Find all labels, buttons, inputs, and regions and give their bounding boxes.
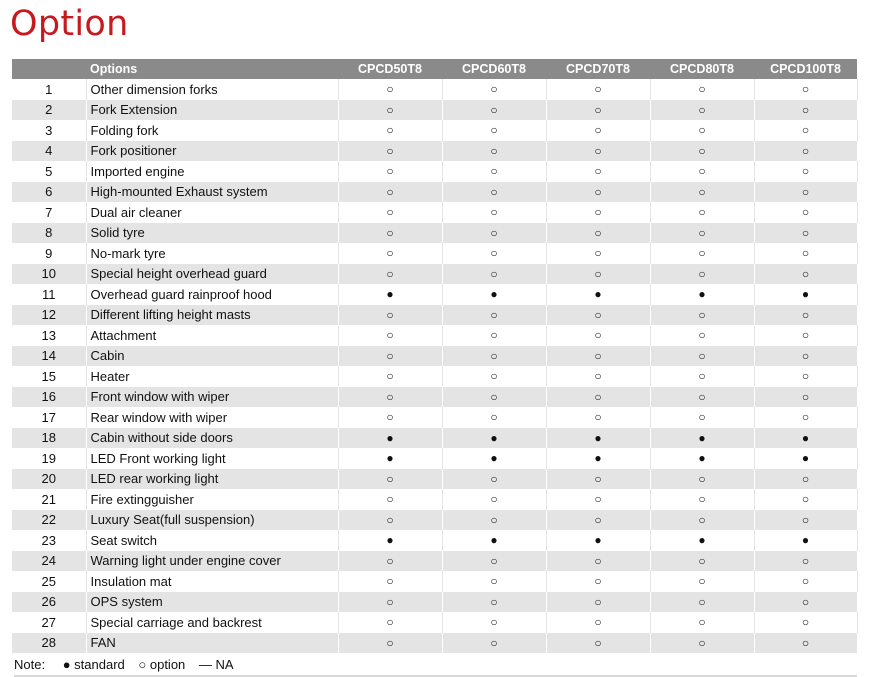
availability-mark: ○ — [442, 366, 546, 387]
availability-mark: ○ — [546, 489, 650, 510]
availability-mark: ○ — [338, 612, 442, 633]
availability-mark: ○ — [754, 469, 857, 490]
availability-mark: ○ — [754, 325, 857, 346]
availability-mark: ○ — [338, 387, 442, 408]
availability-mark: ○ — [546, 264, 650, 285]
row-number: 20 — [12, 469, 86, 490]
availability-mark: ○ — [442, 202, 546, 223]
availability-mark: ○ — [754, 264, 857, 285]
availability-mark: ○ — [754, 100, 857, 121]
availability-mark: ● — [754, 428, 857, 449]
availability-mark: ○ — [650, 407, 754, 428]
table-row — [12, 510, 857, 531]
table-header-row — [12, 59, 857, 79]
table-row — [12, 346, 857, 367]
availability-mark: ○ — [442, 346, 546, 367]
availability-mark: ○ — [338, 551, 442, 572]
availability-mark: ○ — [338, 79, 442, 100]
option-name: Seat switch — [86, 530, 338, 551]
availability-mark: ○ — [338, 571, 442, 592]
options-table — [12, 59, 858, 653]
availability-mark: ○ — [546, 161, 650, 182]
note-label: Note: — [14, 657, 46, 672]
row-number: 16 — [12, 387, 86, 408]
availability-mark: ○ — [546, 100, 650, 121]
availability-mark: ○ — [546, 407, 650, 428]
availability-mark: ○ — [650, 223, 754, 244]
row-number: 19 — [12, 448, 86, 469]
availability-mark: ○ — [650, 100, 754, 121]
option-name: Imported engine — [86, 161, 338, 182]
header-cell-model: CPCD60T8 — [442, 59, 546, 79]
availability-mark: ○ — [650, 120, 754, 141]
availability-mark: ○ — [338, 243, 442, 264]
table-row — [12, 120, 857, 141]
table-row — [12, 530, 857, 551]
availability-mark: ○ — [338, 305, 442, 326]
availability-mark: ○ — [546, 366, 650, 387]
availability-mark: ○ — [650, 202, 754, 223]
availability-mark: ○ — [754, 223, 857, 244]
table-row — [12, 366, 857, 387]
availability-mark: ○ — [442, 182, 546, 203]
availability-mark: ○ — [338, 325, 442, 346]
availability-mark: ○ — [442, 571, 546, 592]
table-row — [12, 633, 857, 654]
availability-mark: ● — [338, 284, 442, 305]
table-row — [12, 407, 857, 428]
availability-mark: ○ — [546, 592, 650, 613]
row-number: 28 — [12, 633, 86, 654]
option-name: Cabin — [86, 346, 338, 367]
availability-mark: ○ — [442, 141, 546, 162]
availability-mark: ○ — [442, 387, 546, 408]
table-row — [12, 612, 857, 633]
availability-mark: ○ — [338, 161, 442, 182]
availability-mark: ○ — [650, 346, 754, 367]
table-row — [12, 305, 857, 326]
option-name: Dual air cleaner — [86, 202, 338, 223]
availability-mark: ○ — [650, 141, 754, 162]
option-name: Fork Extension — [86, 100, 338, 121]
option-name: LED Front working light — [86, 448, 338, 469]
availability-mark: ○ — [546, 633, 650, 654]
table-row — [12, 223, 857, 244]
availability-mark: ● — [338, 530, 442, 551]
availability-mark: ○ — [546, 571, 650, 592]
availability-mark: ○ — [338, 366, 442, 387]
availability-mark: ● — [754, 530, 857, 551]
option-name: Warning light under engine cover — [86, 551, 338, 572]
legend-note — [14, 655, 857, 677]
option-name: Special height overhead guard — [86, 264, 338, 285]
availability-mark: ○ — [546, 79, 650, 100]
option-name: Front window with wiper — [86, 387, 338, 408]
availability-mark: ○ — [442, 100, 546, 121]
availability-mark: ○ — [546, 223, 650, 244]
availability-mark: ● — [546, 448, 650, 469]
availability-mark: ○ — [754, 510, 857, 531]
row-number: 12 — [12, 305, 86, 326]
table-row — [12, 592, 857, 613]
availability-mark: ○ — [546, 182, 650, 203]
availability-mark: ○ — [650, 182, 754, 203]
availability-mark: ○ — [546, 469, 650, 490]
header-cell-number — [12, 59, 86, 79]
availability-mark: ○ — [546, 141, 650, 162]
availability-mark: ○ — [650, 79, 754, 100]
availability-mark: ○ — [754, 141, 857, 162]
availability-mark: ○ — [650, 366, 754, 387]
option-name: Solid tyre — [86, 223, 338, 244]
option-name: Different lifting height masts — [86, 305, 338, 326]
availability-mark: ● — [546, 530, 650, 551]
header-cell-options: Options — [86, 59, 338, 79]
table-row — [12, 161, 857, 182]
option-name: Rear window with wiper — [86, 407, 338, 428]
availability-mark: ○ — [650, 305, 754, 326]
availability-mark: ○ — [650, 551, 754, 572]
row-number: 10 — [12, 264, 86, 285]
header-cell-model: CPCD50T8 — [338, 59, 442, 79]
table-row — [12, 448, 857, 469]
availability-mark: ● — [338, 448, 442, 469]
availability-mark: ○ — [754, 120, 857, 141]
availability-mark: ○ — [546, 325, 650, 346]
availability-mark: ○ — [650, 264, 754, 285]
availability-mark: ○ — [650, 571, 754, 592]
availability-mark: ○ — [650, 612, 754, 633]
availability-mark: ○ — [650, 387, 754, 408]
option-name: Other dimension forks — [86, 79, 338, 100]
availability-mark: ○ — [442, 407, 546, 428]
header-cell-model: CPCD100T8 — [754, 59, 857, 79]
availability-mark: ○ — [650, 469, 754, 490]
availability-mark: ○ — [754, 161, 857, 182]
table-row — [12, 571, 857, 592]
availability-mark: ○ — [442, 223, 546, 244]
option-name: Attachment — [86, 325, 338, 346]
table-row — [12, 428, 857, 449]
option-name: FAN — [86, 633, 338, 654]
row-number: 15 — [12, 366, 86, 387]
availability-mark: ● — [338, 428, 442, 449]
table-row — [12, 551, 857, 572]
option-name: Overhead guard rainproof hood — [86, 284, 338, 305]
row-number: 6 — [12, 182, 86, 203]
availability-mark: ○ — [754, 612, 857, 633]
row-number: 3 — [12, 120, 86, 141]
availability-mark: ○ — [650, 161, 754, 182]
row-number: 25 — [12, 571, 86, 592]
availability-mark: ○ — [546, 243, 650, 264]
table-row — [12, 387, 857, 408]
availability-mark: ○ — [442, 79, 546, 100]
row-number: 7 — [12, 202, 86, 223]
legend-option: ○ option — [138, 657, 186, 672]
availability-mark: ○ — [338, 592, 442, 613]
table-row — [12, 141, 857, 162]
availability-mark: ○ — [650, 633, 754, 654]
availability-mark: ● — [442, 448, 546, 469]
availability-mark: ○ — [754, 182, 857, 203]
option-name: Luxury Seat(full suspension) — [86, 510, 338, 531]
availability-mark: ○ — [442, 612, 546, 633]
availability-mark: ○ — [650, 325, 754, 346]
row-number: 8 — [12, 223, 86, 244]
availability-mark: ○ — [442, 469, 546, 490]
row-number: 9 — [12, 243, 86, 264]
availability-mark: ○ — [338, 407, 442, 428]
availability-mark: ○ — [338, 223, 442, 244]
row-number: 11 — [12, 284, 86, 305]
row-number: 14 — [12, 346, 86, 367]
availability-mark: ○ — [338, 633, 442, 654]
option-name: Heater — [86, 366, 338, 387]
availability-mark: ○ — [754, 243, 857, 264]
availability-mark: ○ — [650, 489, 754, 510]
table-row — [12, 202, 857, 223]
option-name: OPS system — [86, 592, 338, 613]
availability-mark: ○ — [442, 305, 546, 326]
availability-mark: ○ — [338, 120, 442, 141]
row-number: 1 — [12, 79, 86, 100]
availability-mark: ○ — [754, 592, 857, 613]
availability-mark: ○ — [546, 612, 650, 633]
table-row — [12, 243, 857, 264]
table-row — [12, 182, 857, 203]
availability-mark: ○ — [338, 100, 442, 121]
availability-mark: ○ — [546, 346, 650, 367]
availability-mark: ○ — [338, 202, 442, 223]
availability-mark: ○ — [650, 510, 754, 531]
availability-mark: ○ — [442, 592, 546, 613]
availability-mark: ○ — [442, 264, 546, 285]
availability-mark: ○ — [442, 633, 546, 654]
availability-mark: ○ — [546, 120, 650, 141]
option-name: Special carriage and backrest — [86, 612, 338, 633]
row-number: 2 — [12, 100, 86, 121]
availability-mark: ● — [754, 284, 857, 305]
availability-mark: ○ — [338, 182, 442, 203]
availability-mark: ● — [442, 530, 546, 551]
availability-mark: ○ — [754, 366, 857, 387]
option-name: High-mounted Exhaust system — [86, 182, 338, 203]
availability-mark: ○ — [338, 264, 442, 285]
availability-mark: ○ — [442, 243, 546, 264]
table-row — [12, 79, 857, 100]
availability-mark: ● — [650, 428, 754, 449]
availability-mark: ○ — [754, 489, 857, 510]
availability-mark: ● — [754, 448, 857, 469]
availability-mark: ○ — [338, 489, 442, 510]
row-number: 24 — [12, 551, 86, 572]
row-number: 22 — [12, 510, 86, 531]
availability-mark: ○ — [546, 305, 650, 326]
availability-mark: ○ — [442, 489, 546, 510]
legend-na: — NA — [198, 657, 234, 672]
availability-mark: ● — [546, 428, 650, 449]
availability-mark: ○ — [442, 551, 546, 572]
table-row — [12, 325, 857, 346]
option-name: Insulation mat — [86, 571, 338, 592]
option-name: Cabin without side doors — [86, 428, 338, 449]
availability-mark: ○ — [650, 592, 754, 613]
availability-mark: ● — [650, 530, 754, 551]
availability-mark: ○ — [442, 120, 546, 141]
header-cell-model: CPCD80T8 — [650, 59, 754, 79]
option-name: No-mark tyre — [86, 243, 338, 264]
availability-mark: ○ — [546, 551, 650, 572]
table-row — [12, 264, 857, 285]
availability-mark: ○ — [754, 407, 857, 428]
availability-mark: ● — [650, 448, 754, 469]
option-name: Folding fork — [86, 120, 338, 141]
row-number: 4 — [12, 141, 86, 162]
page-title: Option — [10, 4, 129, 44]
row-number: 17 — [12, 407, 86, 428]
availability-mark: ○ — [754, 551, 857, 572]
row-number: 26 — [12, 592, 86, 613]
option-name: Fork positioner — [86, 141, 338, 162]
availability-mark: ○ — [754, 633, 857, 654]
availability-mark: ○ — [754, 79, 857, 100]
row-number: 13 — [12, 325, 86, 346]
legend-standard: ● standard — [62, 657, 125, 672]
table-row — [12, 489, 857, 510]
availability-mark: ○ — [442, 325, 546, 346]
availability-mark: ○ — [338, 346, 442, 367]
availability-mark: ○ — [442, 510, 546, 531]
availability-mark: ○ — [754, 202, 857, 223]
option-name: Fire extingguisher — [86, 489, 338, 510]
availability-mark: ○ — [442, 161, 546, 182]
availability-mark: ○ — [546, 510, 650, 531]
table-row — [12, 100, 857, 121]
row-number: 5 — [12, 161, 86, 182]
table-row — [12, 284, 857, 305]
availability-mark: ● — [442, 428, 546, 449]
row-number: 27 — [12, 612, 86, 633]
availability-mark: ○ — [338, 469, 442, 490]
availability-mark: ● — [650, 284, 754, 305]
row-number: 23 — [12, 530, 86, 551]
option-name: LED rear working light — [86, 469, 338, 490]
availability-mark: ○ — [754, 571, 857, 592]
availability-mark: ○ — [650, 243, 754, 264]
row-number: 18 — [12, 428, 86, 449]
table-row — [12, 469, 857, 490]
availability-mark: ○ — [754, 387, 857, 408]
availability-mark: ○ — [546, 202, 650, 223]
availability-mark: ● — [546, 284, 650, 305]
availability-mark: ○ — [754, 305, 857, 326]
availability-mark: ○ — [546, 387, 650, 408]
header-cell-model: CPCD70T8 — [546, 59, 650, 79]
availability-mark: ○ — [338, 510, 442, 531]
availability-mark: ○ — [338, 141, 442, 162]
availability-mark: ● — [442, 284, 546, 305]
availability-mark: ○ — [754, 346, 857, 367]
row-number: 21 — [12, 489, 86, 510]
